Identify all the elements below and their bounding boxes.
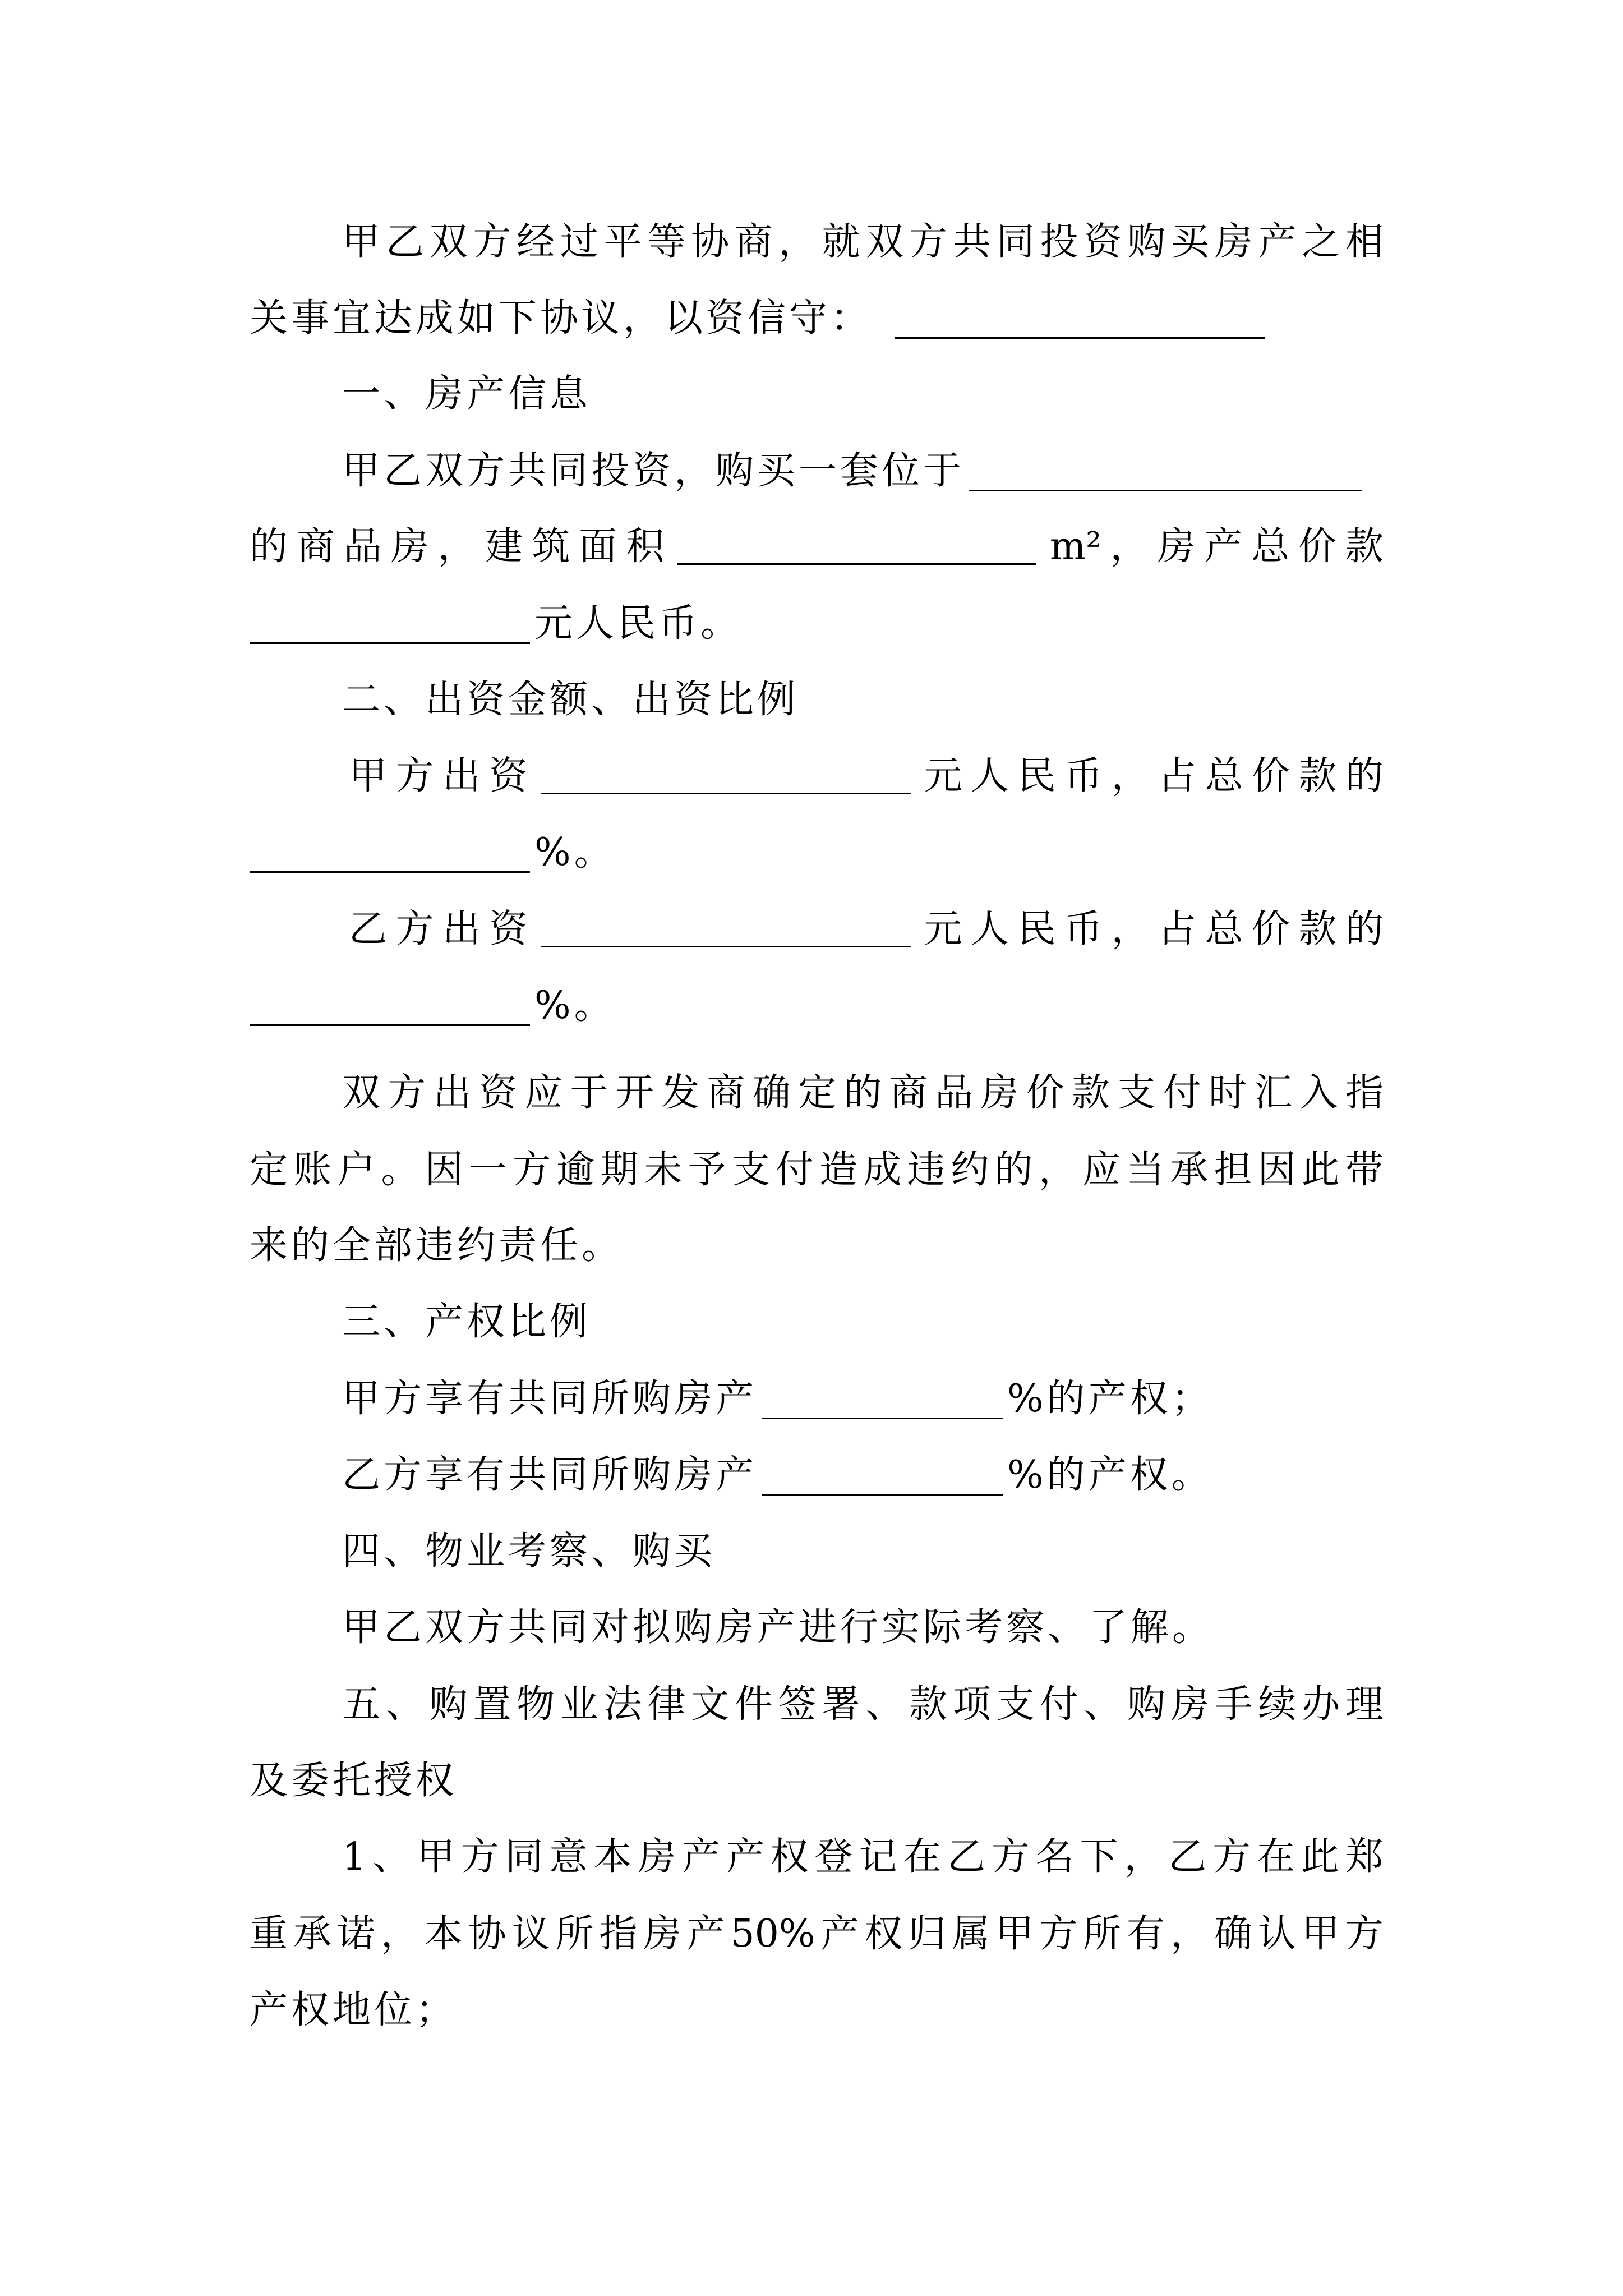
blank-field[interactable] — [969, 456, 1362, 491]
s1-line-3: 元人民币。 — [250, 590, 742, 657]
text-glyph: 相 — [1345, 220, 1384, 264]
text-glyph: 占 — [1158, 907, 1196, 951]
s3-party-a: 甲方享有共同所购房产 %的产权； — [342, 1377, 1213, 1421]
text-glyph: 双 — [429, 220, 468, 264]
text-glyph: 产 — [820, 1912, 859, 1956]
text-glyph: 资 — [1083, 220, 1122, 264]
text-glyph: 因 — [425, 1148, 463, 1192]
text-glyph: 方 — [388, 1071, 426, 1115]
text-glyph: 商 — [296, 524, 335, 569]
text-glyph: 理 — [1345, 1682, 1384, 1727]
text-glyph: 之 — [1302, 220, 1340, 264]
text-glyph: 购 — [1127, 1682, 1166, 1727]
text-glyph: 时 — [1208, 1071, 1247, 1115]
text-glyph: 名 — [1035, 1835, 1074, 1879]
text-glyph: 定 — [250, 1148, 288, 1192]
text-glyph: 期 — [600, 1148, 639, 1192]
text-glyph: 出 — [442, 754, 481, 798]
text-glyph: 承 — [293, 1912, 331, 1956]
text-glyph: 手 — [1214, 1682, 1253, 1727]
text-glyph: 、 — [1083, 1682, 1122, 1727]
text-glyph: 当 — [1126, 1148, 1165, 1192]
text-glyph: 价 — [1026, 1071, 1064, 1115]
text-glyph: 资 — [478, 1071, 517, 1115]
text-glyph: 房 — [1170, 1682, 1209, 1727]
section-5-heading-line-2: 及委托授权 — [250, 1759, 458, 1803]
text-glyph: 付 — [1163, 1071, 1201, 1115]
text-glyph: 的 — [1345, 754, 1384, 798]
text-glyph: 署 — [822, 1682, 860, 1727]
text-glyph: 协 — [691, 220, 730, 264]
text-glyph: 共 — [952, 220, 991, 264]
text-glyph: 一 — [468, 1148, 507, 1192]
text-glyph: 品 — [343, 524, 382, 569]
text-glyph: 品 — [935, 1071, 974, 1115]
text-glyph: 指 — [599, 1912, 638, 1956]
section-5-heading-line-1 — [342, 1671, 1384, 1738]
text-glyph: 件 — [735, 1682, 773, 1727]
text-glyph: 双 — [865, 220, 904, 264]
text-glyph: 方 — [1345, 1912, 1384, 1956]
text-glyph: 过 — [560, 220, 598, 264]
text-glyph: 确 — [752, 1071, 791, 1115]
text-glyph: 产 — [1204, 524, 1243, 569]
text-glyph: 归 — [908, 1912, 947, 1956]
text-glyph: 资 — [489, 907, 528, 951]
text-glyph: 总 — [1205, 754, 1243, 798]
text-glyph: 置 — [473, 1682, 511, 1727]
text-glyph: 五 — [342, 1682, 381, 1727]
text-glyph: 认 — [1257, 1912, 1296, 1956]
text-glyph: 建 — [485, 524, 523, 569]
text-glyph: 款 — [1298, 907, 1337, 951]
text-glyph: 产 — [726, 1835, 764, 1879]
text-glyph: 发 — [661, 1071, 700, 1115]
text-glyph: 法 — [603, 1682, 642, 1727]
text-glyph: ， — [1038, 1148, 1077, 1192]
text-glyph: 人 — [970, 754, 1009, 798]
blank-field[interactable] — [541, 912, 911, 947]
s1-line-1: 甲乙双方共同投资，购买一套位于 — [342, 438, 1366, 505]
text-glyph: 付 — [1040, 1682, 1078, 1727]
text-glyph: 此 — [1301, 1835, 1339, 1879]
text-glyph: 的 — [250, 524, 288, 569]
intro-line-2: 关事宜达成如下协议，以资信守： — [250, 285, 1269, 352]
text-glyph: 方 — [1039, 1912, 1078, 1956]
s3-party-b: 乙方享有共同所购房产 %的产权。 — [342, 1453, 1213, 1497]
text-glyph: 签 — [778, 1682, 817, 1727]
blank-field[interactable] — [895, 303, 1265, 339]
text-glyph: 议 — [511, 1912, 550, 1956]
text-glyph: 重 — [250, 1912, 288, 1956]
s2-party-a-percent: %。 — [250, 819, 616, 886]
text-glyph: 投 — [1040, 220, 1078, 264]
text-glyph: m² — [1049, 524, 1101, 569]
text-glyph: 商 — [889, 1071, 928, 1115]
text-glyph: 双 — [342, 1071, 381, 1115]
text-glyph: 郑 — [1345, 1835, 1384, 1879]
text-glyph: 开 — [615, 1071, 654, 1115]
blank-field[interactable] — [250, 838, 530, 873]
text-glyph: 甲 — [995, 1912, 1034, 1956]
text-glyph: 造 — [819, 1148, 858, 1192]
text-glyph: 的 — [843, 1071, 882, 1115]
text-glyph: 买 — [1170, 220, 1209, 264]
text-glyph: 约 — [951, 1148, 989, 1192]
text-glyph: 产 — [686, 1912, 725, 1956]
text-glyph: 产 — [682, 1835, 721, 1879]
s5-para-line-2 — [250, 1901, 1384, 1968]
s2-para-line-3: 来的全部违约责任。 — [250, 1223, 624, 1268]
text-glyph: 成 — [863, 1148, 902, 1192]
text-glyph: 下 — [1080, 1835, 1118, 1879]
text-glyph: 、 — [865, 1682, 904, 1727]
text-glyph: 占 — [1158, 754, 1196, 798]
text-glyph: 在 — [903, 1835, 942, 1879]
text-glyph: 人 — [970, 907, 1009, 951]
section-3-heading: 三、产权比例 — [342, 1300, 592, 1344]
text-glyph: 方 — [460, 1835, 499, 1879]
s2-party-b-line — [349, 896, 1384, 963]
text-glyph: 权 — [770, 1835, 809, 1879]
s5-para-line-1 — [342, 1824, 1384, 1891]
text-glyph: 乙 — [947, 1835, 986, 1879]
text-glyph: 账 — [293, 1148, 332, 1192]
text-glyph: 因 — [1257, 1148, 1296, 1192]
text-glyph: ， — [1111, 907, 1150, 951]
text-glyph: 就 — [822, 220, 860, 264]
text-glyph: 甲 — [1301, 1912, 1340, 1956]
text-glyph: 筑 — [532, 524, 570, 569]
text-glyph: 的 — [1345, 907, 1384, 951]
text-glyph: 同 — [505, 1835, 543, 1879]
s2-party-b-percent: %。 — [250, 972, 616, 1039]
text-glyph: ， — [778, 220, 817, 264]
text-glyph: 乙 — [385, 220, 424, 264]
text-glyph: 方 — [1212, 1835, 1251, 1879]
text-glyph: 款 — [1298, 754, 1337, 798]
text-glyph: 属 — [952, 1912, 990, 1956]
text-glyph: 平 — [603, 220, 642, 264]
text-glyph: 币 — [1064, 754, 1103, 798]
text-glyph: 房 — [1214, 220, 1253, 264]
text-glyph: 出 — [433, 1071, 472, 1115]
text-glyph: 总 — [1251, 524, 1290, 569]
text-glyph: 所 — [555, 1912, 594, 1956]
text-glyph: 物 — [517, 1682, 555, 1727]
text-glyph: 指 — [1345, 1071, 1384, 1115]
text-glyph: 等 — [647, 220, 686, 264]
text-glyph: 房 — [980, 1071, 1019, 1115]
text-glyph: 办 — [1302, 1682, 1340, 1727]
text-glyph: 所 — [1083, 1912, 1122, 1956]
text-glyph: 项 — [952, 1682, 991, 1727]
text-glyph: 经 — [517, 220, 555, 264]
text-glyph: 1 — [342, 1835, 367, 1879]
text-glyph: 律 — [647, 1682, 686, 1727]
text-glyph: 币 — [1064, 907, 1103, 951]
text-glyph: 50% — [730, 1912, 815, 1956]
text-glyph: 应 — [1082, 1148, 1121, 1192]
text-glyph: 甲 — [416, 1835, 455, 1879]
text-glyph: 。 — [381, 1148, 419, 1192]
text-glyph: 甲 — [349, 754, 388, 798]
text-glyph: 商 — [735, 220, 773, 264]
s4-text: 甲乙双方共同对拟购房产进行实际考察、了解。 — [342, 1605, 1214, 1650]
blank-field[interactable] — [250, 991, 530, 1026]
text-glyph: 本 — [593, 1835, 632, 1879]
text-glyph: ， — [1170, 1912, 1209, 1956]
text-glyph: 定 — [798, 1071, 837, 1115]
text-glyph: 同 — [996, 220, 1035, 264]
section-4-heading: 四、物业考察、购买 — [342, 1529, 716, 1573]
text-glyph: 续 — [1258, 1682, 1297, 1727]
text-glyph: 应 — [524, 1071, 563, 1115]
text-glyph: 价 — [1251, 907, 1290, 951]
text-glyph: 业 — [560, 1682, 598, 1727]
text-glyph: 意 — [549, 1835, 588, 1879]
text-glyph: 面 — [579, 524, 617, 569]
s1-line-2 — [250, 513, 1384, 581]
text-glyph: ， — [380, 1912, 419, 1956]
text-glyph: 诺 — [336, 1912, 375, 1956]
intro-line-1 — [342, 209, 1384, 276]
text-glyph: 、 — [385, 1682, 424, 1727]
text-glyph: 在 — [1256, 1835, 1295, 1879]
text-glyph: ， — [1124, 1835, 1163, 1879]
text-glyph: 确 — [1214, 1912, 1252, 1956]
text-glyph: 房 — [643, 1912, 681, 1956]
text-glyph: 支 — [1117, 1071, 1156, 1115]
text-glyph: 资 — [489, 754, 528, 798]
text-glyph: 房 — [638, 1835, 676, 1879]
text-glyph: 有 — [1126, 1912, 1165, 1956]
text-glyph: ， — [1110, 524, 1149, 569]
text-glyph: 方 — [395, 754, 434, 798]
s2-para-line-2 — [250, 1137, 1384, 1204]
text-glyph: 付 — [775, 1148, 814, 1192]
text-glyph: 、 — [372, 1835, 411, 1879]
text-glyph: 协 — [468, 1912, 506, 1956]
text-glyph: 的 — [994, 1148, 1033, 1192]
text-glyph: 予 — [688, 1148, 726, 1192]
text-glyph: 元 — [924, 907, 962, 951]
text-glyph: 入 — [1299, 1071, 1338, 1115]
text-glyph: 民 — [1017, 907, 1056, 951]
text-glyph: 购 — [429, 1682, 468, 1727]
text-glyph: 方 — [473, 220, 511, 264]
text-glyph: 房 — [390, 524, 429, 569]
text-glyph: 房 — [1157, 524, 1196, 569]
text-glyph: 方 — [909, 220, 948, 264]
text-glyph: 权 — [864, 1912, 903, 1956]
text-glyph: 记 — [859, 1835, 897, 1879]
text-glyph: 本 — [424, 1912, 463, 1956]
text-glyph: 购 — [1127, 220, 1166, 264]
s2-para-line-1 — [342, 1060, 1384, 1127]
text-glyph: 带 — [1345, 1148, 1384, 1192]
text-glyph: 于 — [570, 1071, 608, 1115]
text-glyph: 方 — [991, 1835, 1030, 1879]
text-glyph: 户 — [337, 1148, 376, 1192]
text-glyph: 承 — [1170, 1148, 1209, 1192]
text-glyph: 方 — [512, 1148, 551, 1192]
text-glyph: 款 — [909, 1682, 948, 1727]
s5-para-line-3: 产权地位； — [250, 1988, 458, 2032]
text-glyph: 元 — [924, 754, 962, 798]
text-glyph: ， — [437, 524, 476, 569]
section-2-heading: 二、出资金额、出资比例 — [342, 678, 799, 722]
text-glyph: 乙 — [1168, 1835, 1207, 1879]
text-glyph: 积 — [626, 524, 665, 569]
text-glyph: 方 — [395, 907, 434, 951]
text-glyph: 违 — [907, 1148, 946, 1192]
text-glyph: 支 — [996, 1682, 1035, 1727]
text-glyph: 此 — [1301, 1148, 1340, 1192]
text-glyph: 价 — [1298, 524, 1337, 569]
text-glyph: 汇 — [1254, 1071, 1293, 1115]
text-glyph: 商 — [707, 1071, 745, 1115]
text-glyph: 款 — [1345, 524, 1384, 569]
blank-field[interactable] — [250, 609, 530, 644]
section-1-heading: 一、房产信息 — [342, 372, 592, 416]
text-glyph: 总 — [1205, 907, 1243, 951]
text-glyph: 产 — [1258, 220, 1297, 264]
text-glyph: 民 — [1017, 754, 1056, 798]
blank-field[interactable] — [762, 1460, 1003, 1496]
text-glyph: 出 — [442, 907, 481, 951]
text-glyph: 甲 — [342, 220, 381, 264]
text-glyph: 乙 — [349, 907, 388, 951]
text-glyph: 支 — [731, 1148, 770, 1192]
blank-field[interactable] — [762, 1384, 1003, 1419]
text-glyph: 担 — [1214, 1148, 1252, 1192]
s2-party-a-line — [349, 743, 1384, 810]
text-glyph: 价 — [1251, 754, 1290, 798]
text-glyph: 逾 — [556, 1148, 595, 1192]
text-glyph: 款 — [1072, 1071, 1110, 1115]
text-glyph: 文 — [691, 1682, 730, 1727]
blank-field[interactable] — [677, 530, 1036, 565]
text-glyph: ， — [1111, 754, 1150, 798]
text-glyph: 登 — [814, 1835, 853, 1879]
text-glyph: 未 — [644, 1148, 683, 1192]
blank-field[interactable] — [541, 759, 911, 794]
